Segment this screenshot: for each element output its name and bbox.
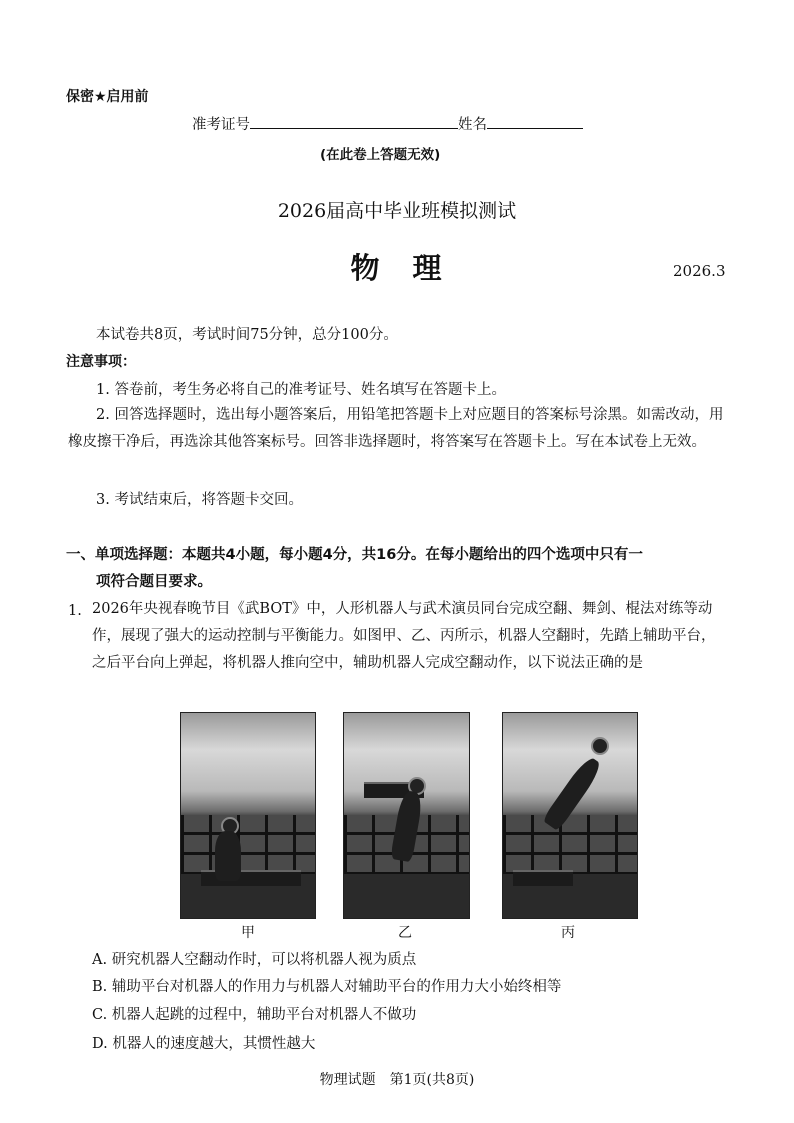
figure-jia <box>180 712 316 919</box>
option-c: C. 机器人起跳的过程中，辅助平台对机器人不做功 <box>92 1007 417 1023</box>
notes-heading: 注意事项： <box>66 354 136 370</box>
subject-title: 物 理 <box>350 251 444 285</box>
confidential-label: 保密★启用前 <box>66 89 149 105</box>
exam-title: 2026届高中毕业班模拟测试 <box>277 200 517 222</box>
name-label: 姓名 <box>458 117 487 133</box>
figure-caption-yi: 乙 <box>398 925 412 941</box>
note-item: 1. 答卷前，考生务必将自己的准考证号、姓名填写在答题卡上。 <box>96 382 506 398</box>
section-heading-cont: 项符合题目要求。 <box>96 574 212 590</box>
question-stem: 2026年央视春晚节目《武BOT》中，人形机器人与武术演员同台完成空翻、舞剑、棍法对练等动作，展现了强大的运动控制与平衡能力。如图甲、乙、丙所示，机器人空翻时，先踏上辅助平台，之后平台向上弹起，将机器人推向空中，辅助机器人完成空翻动作，以下说法正确的是 <box>92 601 716 671</box>
note-item: 3. 考试结束后，将答题卡交回。 <box>96 492 303 508</box>
figure-bing <box>502 712 638 919</box>
note-item: 2. 回答选择题时，选出每小题答案后，用铅笔把答题卡上对应题目的答案标号涂黑。如需改动，用橡皮擦干净后，再选涂其他答案标号。回答非选择题时，将答案写在答题卡上。写在本试卷上无效。 <box>68 407 724 450</box>
exam-intro: 本试卷共8页，考试时间75分钟，总分100分。 <box>96 327 398 343</box>
name-field[interactable] <box>487 114 583 129</box>
page-footer: 物理试题 第1页(共8页) <box>319 1072 475 1088</box>
exam-id-row <box>192 113 583 134</box>
invalid-notice: (在此卷上答题无效) <box>320 147 441 163</box>
figure-caption-bing: 丙 <box>561 925 575 941</box>
option-b: B. 辅助平台对机器人的作用力与机器人对辅助平台的作用力大小始终相等 <box>92 979 562 995</box>
option-a: A. 研究机器人空翻动作时，可以将机器人视为质点 <box>92 952 417 968</box>
figure-caption-jia: 甲 <box>241 925 255 941</box>
option-d: D. 机器人的速度越大，其惯性越大 <box>92 1036 316 1052</box>
figure-yi <box>343 712 470 919</box>
exam-id-field[interactable] <box>250 114 458 129</box>
question-number: 1. <box>68 603 82 619</box>
exam-date: 2026.3 <box>673 262 726 280</box>
section-heading: 一、单项选择题：本题共4小题，每小题4分，共16分。在每小题给出的四个选项中只有一 <box>66 547 643 563</box>
exam-id-label: 准考证号 <box>192 117 250 133</box>
